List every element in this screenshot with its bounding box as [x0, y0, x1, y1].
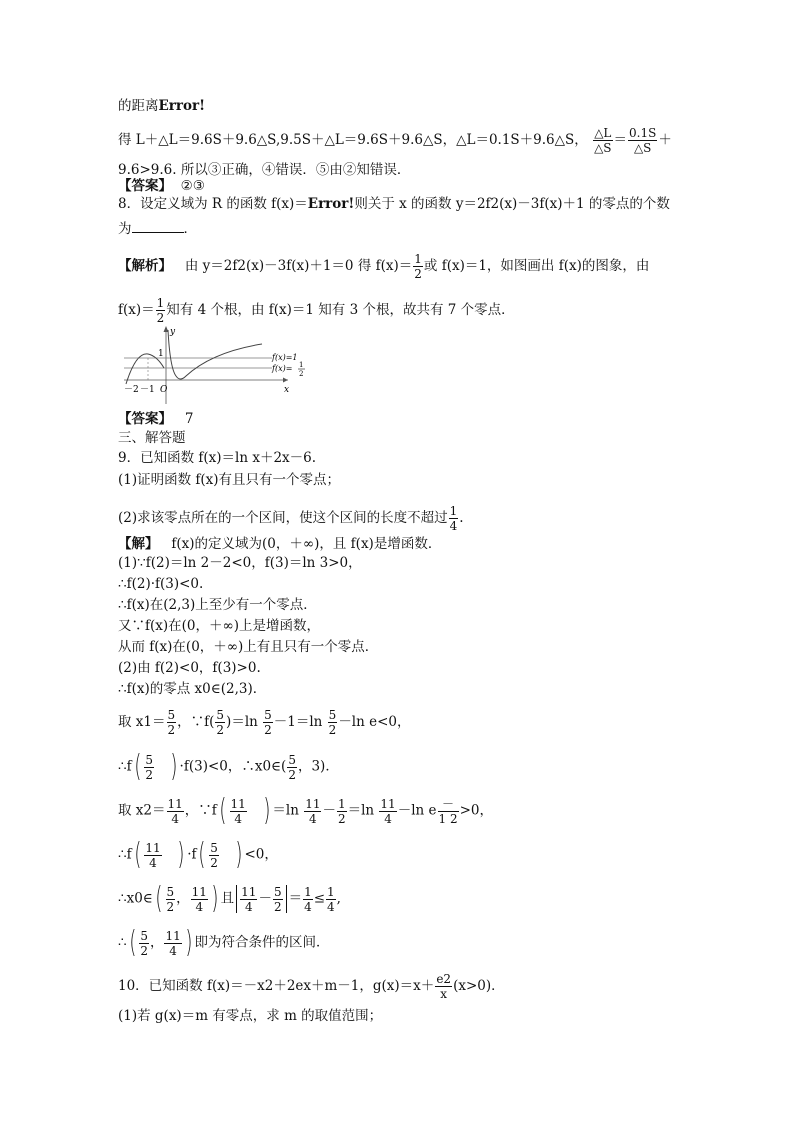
answer-value: ②③ [180, 178, 205, 194]
x-tick-minus-2: －2 [124, 385, 139, 395]
origin-label: O [160, 385, 168, 395]
line-2: 得 L＋△L＝9.6S＋9.6△S,9.5S＋△L＝9.6S＋9.6△S，△L＝0.1S＋9.6△S， $\frac{\triangle L}{\triangle S}$ ＝ $\frac{0.1S}{\triangle S}$ ＋ [118, 126, 672, 155]
analysis-tag: 【解析】 [118, 258, 172, 274]
question-10-part-1: (1)若 g(x)＝m 有零点，求 m 的取值范围； [118, 1008, 383, 1024]
section-heading: 三、解答题 [118, 430, 186, 446]
solution-step: 从而 f(x)在(0，＋∞)上有且只有一个零点． [118, 639, 379, 655]
line-3: 9.6>9.6. 所以③正确，④错误．⑤由②知错误． [118, 162, 411, 178]
text: 的距离 [118, 98, 159, 114]
solution-step: 取 x2＝ $\frac{11}{4}$ ，∵f( $\frac{11}{4}$ ) ＝ln $\frac{11}{4}$ － $\frac{1}{2}$ ＝ln $\frac{11}{4}$ －ln e － 1 2 >0， [118, 793, 493, 828]
answer-tag: 【答案】 [118, 411, 172, 427]
question-9-part-1: (1)证明函数 f(x)有且只有一个零点； [118, 472, 341, 488]
solution-step: ∴( $\frac{5}{2}$ ， $\frac{11}{4}$ ) 即为符合条件的区间． [118, 925, 330, 960]
x-tick-minus-1: －1 [140, 385, 155, 395]
solution-step: ∴f( $\frac{11}{4}$ ) ·f( $\frac{5}{2}$ ) <0， [118, 837, 278, 872]
solution-step: (1)∵f(2)＝ln 2－2<0，f(3)＝ln 3>0， [118, 555, 362, 571]
answer-line [118, 411, 193, 427]
fraction: $\frac{1}{4}$ [449, 504, 458, 533]
question-9: 9．已知函数 f(x)＝ln x＋2x－6. [118, 450, 317, 466]
solution-step: ∴f(x)在(2,3)上至少有一个零点． [118, 597, 317, 613]
function-graph [122, 322, 312, 404]
fraction: $\frac{\triangle L}{\triangle S}$ [594, 126, 612, 155]
x-axis-arrow [283, 378, 288, 383]
fraction: $\frac{0.1S}{\triangle S}$ [629, 126, 657, 155]
error-text: Error! [307, 196, 355, 212]
analysis-line-2: f(x)＝ $\frac{1}{2}$ 知有 4 个根，由 f(x)＝1 知有 3 个根，故共有 7 个零点． [118, 296, 515, 325]
legend-f-equals-half: f(x)= [272, 364, 293, 373]
solution-line: 【解】 f(x)的定义域为(0，＋∞)，且 f(x)是增函数． [118, 536, 442, 552]
question-9-part-2: (2)求该零点所在的一个区间，使这个区间的长度不超过 $\frac{1}{4}$ . [118, 504, 464, 533]
question-8-line-2: 为 ． [118, 221, 197, 237]
legend-fraction-numerator: 1 [299, 361, 304, 369]
solution-step: ∴f(x)的零点 x0∈(2,3)． [118, 681, 267, 697]
answer-tag: 【答案】 [118, 178, 172, 194]
solution-step: ∴x0∈( $\frac{5}{2}$ ， $\frac{11}{4}$ ) 且 $\frac{11}{4}$ － $\frac{5}{2}$ ＝ $\frac{1}{4}$ ≤ $\frac{1}{4}$ , [118, 881, 341, 916]
question-8-line-1: 8．设定义域为 R 的函数 f(x)＝Error!则关于 x 的函数 y＝2f2(x)－3f(x)＋1 的零点的个数 [118, 196, 670, 212]
fraction: $\frac{1}{2}$ [414, 252, 422, 281]
legend-f-equals-1: f(x)=1 [272, 353, 298, 362]
answer-blank [132, 220, 184, 233]
solution-step: 又∵f(x)在(0，＋∞)上是增函数， [118, 618, 321, 634]
y-axis-label: y [170, 327, 176, 337]
answer-value: 7 [184, 411, 194, 427]
solution-tag: 【解】 [118, 536, 159, 552]
line-1 [118, 98, 205, 114]
legend-fraction-denominator: 2 [299, 370, 304, 378]
text: 得 L＋△L＝9.6S＋9.6△S,9.5S＋△L＝9.6S＋9.6△S，△L＝0.1S＋9.6△S， [118, 132, 588, 148]
answer-line [118, 178, 205, 194]
solution-step: (2)由 f(2)<0，f(3)>0. [118, 660, 261, 676]
solution-step: 取 x1＝ $\frac{5}{2}$ ，∵f( $\frac{5}{2}$ )＝ln $\frac{5}{2}$ －1＝ln $\frac{5}{2}$ －ln e<0， [118, 708, 411, 737]
curve-right [168, 330, 262, 379]
analysis-line-1: 【解析】 由 y＝2f2(x)－3f(x)＋1＝0 得 f(x)＝ $\frac{1}{2}$ 或 f(x)＝1，如图画出 f(x)的图象，由 [118, 252, 650, 281]
question-10: 10．已知函数 f(x)＝－x2＋2ex＋m－1，g(x)＝x＋ $\frac{e2}{x}$ (x>0)． [118, 972, 505, 1001]
y-tick-1: 1 [158, 349, 164, 359]
x-axis-label: x [284, 385, 290, 395]
fraction: $\frac{1}{2}$ [156, 296, 165, 325]
error-text: Error! [158, 98, 206, 114]
solution-step: ∴f( $\frac{5}{2}$ ) ·f(3)<0，∴x0∈( $\frac{5}{2}$ ，3)． [118, 749, 339, 784]
solution-step: ∴f(2)·f(3)<0. [118, 576, 204, 592]
